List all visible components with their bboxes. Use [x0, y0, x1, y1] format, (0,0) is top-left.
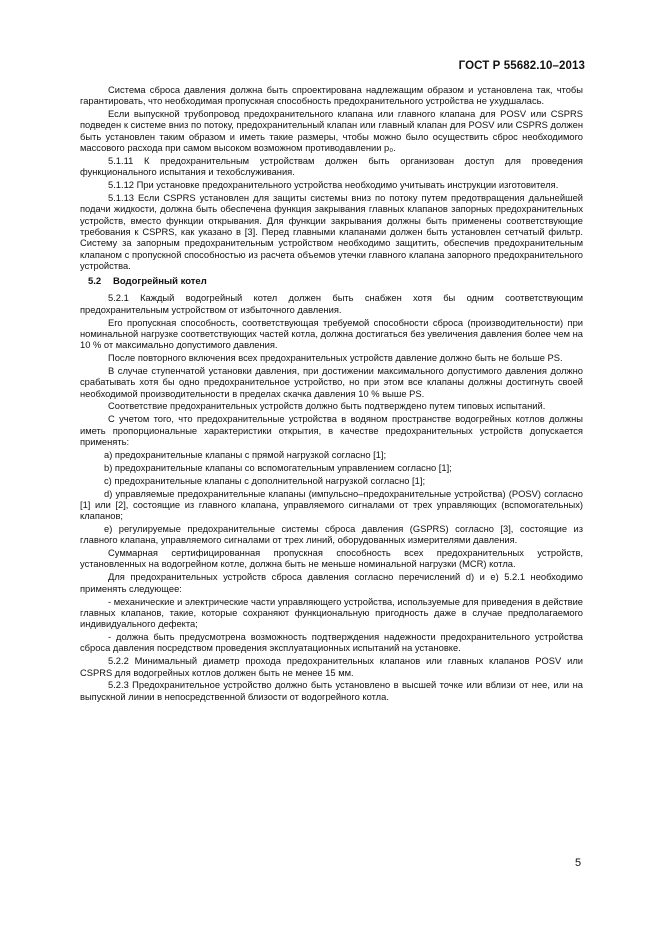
paragraph: Система сброса давления должна быть спроектирована надлежащим образом и установлена так, чтобы гарантировать, что необходимая пропускная способность предохранительного устройства не ухудшалась.: [80, 85, 583, 107]
list-item: а) предохранительные клапаны с прямой нагрузкой согласно [1];: [104, 449, 387, 460]
section-number: 5.2: [88, 276, 102, 288]
clause-5-1-13: 5.1.13 Если CSPRS установлен для защиты системы вниз по потоку путем предотвращения дальнейшей подачи жидкости, должна быть обеспечена функция закрывания главных клапанов запорных предохранительных устройств, вместо функции открывания. Для функции закрывания должны быть применены соответствующие требования к CSPRS, как указано в [3]. Перед главными клапанами должен быть установлен сетчатый фильтр. Систему за запорным предохранительным устройством необходимо защитить, обеспечив предохранительным клапаном с пропускной способностью из расчета объемов утечки главного клапана запорного предохранительного устройства.: [80, 193, 583, 271]
section-heading: [80, 276, 583, 287]
paragraph: Суммарная сертифицированная пропускная способность всех предохранительных устройств, установленных на водогрейном котле, должна быть не меньше номинальной нагрузки (MCR) котла.: [80, 548, 583, 570]
section-title: Водогрейный котел: [113, 276, 207, 288]
paragraph: Его пропускная способность, соответствующая требуемой способности сброса (производительности) при номинальной нагрузке соответствующих частей котла, должна достигаться без увеличения давления более чем на 10 % от максимально допустимого давления.: [80, 317, 583, 351]
paragraph: Для предохранительных устройств сброса давления согласно перечислений d) и e) 5.2.1 необходимо применять следующее:: [80, 572, 583, 594]
paragraph: В случае ступенчатой установки давления, при достижении максимального допустимого давления должно срабатывать хотя бы одно предохранительное устройство, но при этом все клапаны должны достигнуть своей необходимой производительности в пределах скачка давления 10 % выше PS.: [80, 365, 583, 399]
standard-code: ГОСТ Р 55682.10–2013: [458, 60, 585, 72]
document-body: [80, 85, 583, 705]
clause-5-2-1: 5.2.1 Каждый водогрейный котел должен быть снабжен хотя бы одним соответствующим предохранительным устройством от избыточного давления.: [80, 293, 583, 315]
clause-5-1-11: 5.1.11 К предохранительным устройствам должен быть организован доступ для проведения функционального испытания и техобслуживания.: [80, 155, 583, 178]
list-item: с) предохранительные клапаны с дополнительной нагрузкой согласно [1];: [104, 475, 426, 486]
list-item: d) управляемые предохранительные клапаны (импульсно–предохранительные устройства) (POSV) согласно [1] или [2], состоящие из главного клапана, управляемого сигналами от трех управляющих (вспомогательных) клапанов;: [80, 488, 583, 522]
list-item: - должна быть предусмотрена возможность подтверждения надежности предохранительного устройства сброса давления посредством проведения эксплуатационных испытаний на установке.: [80, 632, 583, 654]
clause-5-2-3: 5.2.3 Предохранительное устройство должно быть установлено в высшей точке или вблизи от нее, или на выпускной линии в непосредственной близости от водогрейного котла.: [80, 680, 583, 702]
paragraph: После повторного включения всех предохранительных устройств давление должно быть не больше PS.: [108, 353, 563, 364]
clause-5-2-2: 5.2.2 Минимальный диаметр прохода предохранительных клапанов или главных клапанов POSV или CSPRS для водогрейных котлов должен быть не менее 15 мм.: [80, 656, 583, 678]
paragraph: Если выпускной трубопровод предохранительного клапана или главного клапана для POSV или CSPRS подведен к системе вниз по потоку, предохранительный клапан или главный клапан для POSV или CSPRS должен быть установлен таким образом и иметь такие размеры, чтобы можно было осуществить сброс необходимого массового расхода при самом высоком возможном противодавлении p₀.: [80, 109, 583, 154]
paragraph: Соответствие предохранительных устройств должно быть подтверждено путем типовых испытаний.: [108, 401, 546, 412]
list-item: b) предохранительные клапаны со вспомогательным управлением согласно [1];: [104, 462, 452, 473]
clause-5-1-12: 5.1.12 При установке предохранительного устройства необходимо учитывать инструкции изготовителя.: [108, 180, 559, 191]
list-item: e) регулируемые предохранительные системы сброса давления (GSPRS) согласно [3], состоящие из главного клапана, управляемого сигналами от трех линий, оборудованных измерителями давления.: [80, 524, 583, 546]
paragraph: С учетом того, что предохранительные устройства в водяном пространстве водогрейных котлов должны иметь пропорциональные характеристики открытия, в качестве предохранительных устройств допускается применять:: [80, 414, 583, 447]
page-number: 5: [575, 857, 582, 869]
list-item: - механические и электрические части управляющего устройства, используемые для приведения в действие главных клапанов, такие, которые сохраняют функциональную пригодность даже в случае предполагаемого индивидуального дефекта;: [80, 596, 583, 630]
